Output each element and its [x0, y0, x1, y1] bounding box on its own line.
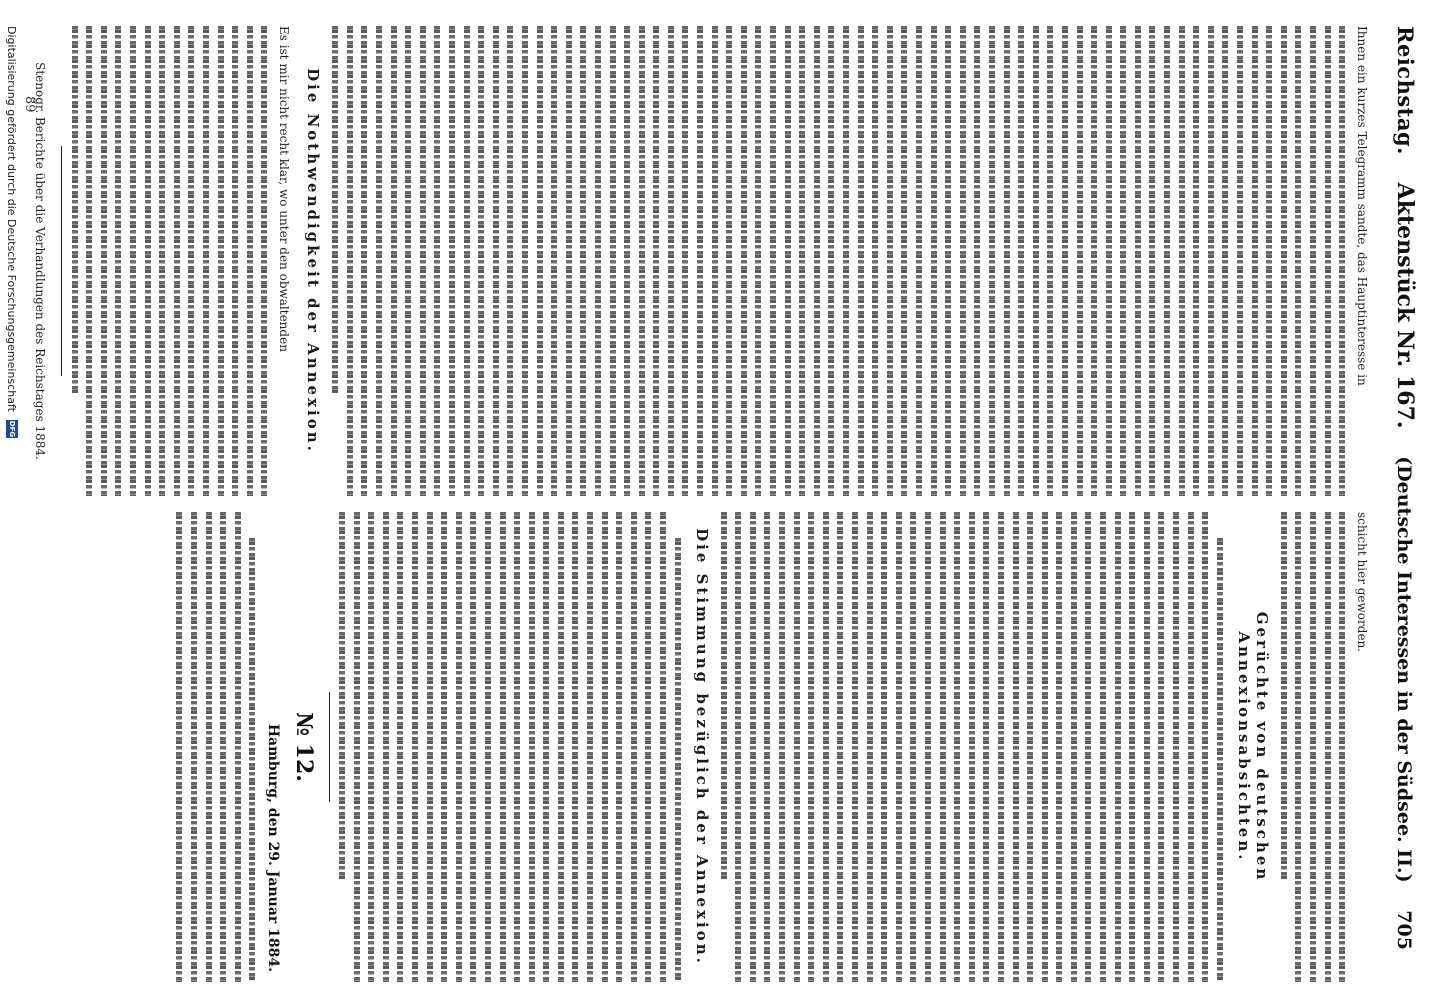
text-line — [514, 512, 520, 982]
text-line — [1056, 512, 1062, 982]
text-line — [361, 26, 367, 496]
text-line — [945, 26, 951, 496]
text-line — [916, 26, 922, 496]
text-line — [220, 512, 226, 982]
text-line — [735, 512, 741, 982]
text-line — [799, 26, 805, 496]
text-line — [191, 512, 197, 982]
text-line — [206, 512, 212, 982]
right-column — [120, 512, 1370, 982]
footnote-rule — [61, 146, 62, 376]
text-line — [354, 512, 360, 982]
text-line — [741, 26, 747, 496]
text-line — [1120, 26, 1126, 496]
text-line — [1013, 512, 1019, 982]
text-line — [697, 26, 703, 496]
text-line — [470, 512, 476, 982]
text-line — [347, 26, 353, 496]
text-line — [543, 512, 549, 982]
text-line — [675, 538, 681, 982]
page-footer-number: 89 — [22, 96, 37, 113]
text-line — [1202, 512, 1208, 982]
section-heading: Gerüchte von deutschen Annexionsabsichten. — [1234, 611, 1271, 883]
text-line — [823, 512, 829, 982]
text-line — [580, 26, 586, 496]
text-line — [1149, 26, 1155, 496]
text-line — [1047, 26, 1053, 496]
text-line — [639, 26, 645, 496]
text-line — [668, 26, 674, 496]
left-column-excerpt: Es ist mir nicht recht klar, wo unter den obwaltenden — [277, 26, 292, 352]
header-page-number: 705 — [1393, 910, 1415, 950]
text-line — [249, 538, 255, 982]
dfg-logo-icon: DFG — [8, 420, 16, 438]
page-header — [1376, 26, 1418, 950]
text-line — [779, 512, 785, 982]
text-line — [1062, 26, 1068, 496]
text-line — [682, 26, 688, 496]
digitization-notice — [4, 26, 20, 986]
text-line — [983, 512, 989, 982]
text-line — [368, 512, 374, 982]
text-line — [537, 26, 543, 496]
document-number: № 12. — [291, 712, 318, 782]
section-heading: Die Nothwendigkeit der Annexion. — [304, 68, 323, 454]
text-line — [1164, 26, 1170, 496]
text-line — [464, 26, 470, 496]
text-line — [427, 512, 433, 982]
text-line — [1033, 26, 1039, 496]
text-line — [843, 26, 849, 496]
text-line — [1222, 26, 1228, 496]
text-line — [493, 26, 499, 496]
dateline: Hamburg, den 29. Januar 1884. — [265, 723, 282, 972]
text-line — [1100, 512, 1106, 982]
footnote: Stenogr. Berichte über die Verhandlungen des Reichstages 1884. — [32, 62, 47, 460]
header-title: Aktenstück Nr. 167. — [1392, 182, 1418, 429]
text-line — [261, 26, 267, 496]
text-line — [595, 26, 601, 496]
text-line — [86, 26, 92, 496]
text-line — [116, 26, 122, 496]
text-line — [755, 26, 761, 496]
text-line — [1129, 512, 1135, 982]
text-line — [145, 26, 151, 496]
text-line — [616, 512, 622, 982]
text-line — [925, 512, 931, 982]
text-line — [449, 26, 455, 496]
text-line — [397, 512, 403, 982]
text-line — [1144, 512, 1150, 982]
text-line — [858, 26, 864, 496]
text-line — [405, 26, 411, 496]
text-line — [247, 26, 253, 496]
text-line — [887, 26, 893, 496]
text-line — [1106, 26, 1112, 496]
text-line — [1295, 26, 1301, 496]
text-line — [376, 26, 382, 496]
text-line — [1193, 26, 1199, 496]
text-line — [1310, 26, 1316, 496]
text-line — [485, 512, 491, 982]
text-line — [130, 26, 136, 496]
text-line — [558, 512, 564, 982]
text-line — [1115, 512, 1121, 982]
text-line — [383, 512, 389, 982]
text-line — [1237, 26, 1243, 496]
text-line — [1004, 26, 1010, 496]
text-line — [434, 26, 440, 496]
text-line — [712, 26, 718, 496]
text-line — [969, 512, 975, 982]
text-line — [232, 26, 238, 496]
text-line — [653, 26, 659, 496]
text-line — [814, 26, 820, 496]
text-line — [1158, 512, 1164, 982]
text-line — [867, 512, 873, 982]
text-line — [1310, 512, 1316, 982]
text-line — [602, 512, 608, 982]
text-line — [1179, 26, 1185, 496]
right-column-excerpt: schicht hier geworden. — [1355, 512, 1369, 653]
text-line — [660, 512, 666, 982]
text-line — [852, 512, 858, 982]
text-line — [174, 26, 180, 496]
text-line — [412, 512, 418, 982]
text-line — [631, 512, 637, 982]
text-line — [828, 26, 834, 496]
left-column — [32, 26, 1370, 496]
text-line — [551, 26, 557, 496]
text-line — [1339, 26, 1345, 496]
text-line — [901, 26, 907, 496]
text-line — [794, 512, 800, 982]
text-line — [101, 26, 107, 496]
text-line — [1217, 538, 1223, 982]
section-heading: Die Stimmung bezüglich der Annexion. — [692, 528, 711, 966]
text-line — [770, 26, 776, 496]
text-line — [974, 26, 980, 496]
text-line — [522, 26, 528, 496]
text-line — [954, 512, 960, 982]
text-line — [1325, 512, 1331, 982]
text-line — [960, 26, 966, 496]
text-line — [176, 512, 182, 982]
text-line — [566, 26, 572, 496]
text-line — [1295, 512, 1301, 982]
text-line — [1085, 512, 1091, 982]
text-line — [998, 512, 1004, 982]
text-line — [188, 26, 194, 496]
text-line — [610, 26, 616, 496]
text-line — [218, 26, 224, 496]
text-line — [1208, 26, 1214, 496]
text-line — [235, 512, 241, 982]
section-rule — [329, 692, 330, 802]
text-line — [1091, 26, 1097, 496]
text-line — [529, 512, 535, 982]
text-line — [624, 26, 630, 496]
left-column-excerpt: Ihnen ein kurzes Telegramm sandte, das Hauptinteresse in — [1355, 26, 1369, 386]
text-line — [1325, 26, 1331, 496]
text-line — [872, 26, 878, 496]
text-line — [441, 512, 447, 982]
text-line — [1018, 26, 1024, 496]
text-line — [1173, 512, 1179, 982]
text-line — [1188, 512, 1194, 982]
text-line — [1135, 26, 1141, 496]
text-line — [1027, 512, 1033, 982]
text-line — [764, 512, 770, 982]
text-line — [750, 512, 756, 982]
text-line — [940, 512, 946, 982]
text-line — [721, 512, 727, 879]
text-line — [159, 26, 165, 496]
header-subtitle: (Deutsche Interessen in der Südsee. II.) — [1393, 456, 1415, 883]
text-line — [332, 26, 338, 393]
text-line — [1252, 26, 1258, 496]
text-line — [896, 512, 902, 982]
header-left: Reichstag. — [1393, 26, 1418, 155]
text-line — [785, 26, 791, 496]
text-line — [420, 26, 426, 496]
text-line — [1071, 512, 1077, 982]
text-line — [1281, 26, 1287, 496]
text-line — [808, 512, 814, 982]
text-line — [910, 512, 916, 982]
text-line — [726, 26, 732, 496]
text-line — [645, 512, 651, 982]
text-line — [391, 26, 397, 496]
text-line — [478, 26, 484, 496]
text-line — [1077, 26, 1083, 496]
text-line — [339, 512, 345, 879]
text-line — [1339, 512, 1345, 982]
text-line — [1042, 512, 1048, 982]
text-line — [203, 26, 209, 496]
text-line — [507, 26, 513, 496]
text-line — [989, 26, 995, 496]
text-line — [587, 512, 593, 982]
text-line — [881, 512, 887, 982]
text-line — [837, 512, 843, 982]
text-line — [72, 26, 78, 393]
text-line — [456, 512, 462, 982]
text-line — [572, 512, 578, 982]
digitization-text: Digitalisierung gefördert durch die Deutsche Forschungsgemeinschaft — [5, 26, 19, 412]
text-line — [1281, 512, 1287, 879]
text-line — [500, 512, 506, 982]
text-line — [1266, 26, 1272, 496]
text-line — [931, 26, 937, 496]
